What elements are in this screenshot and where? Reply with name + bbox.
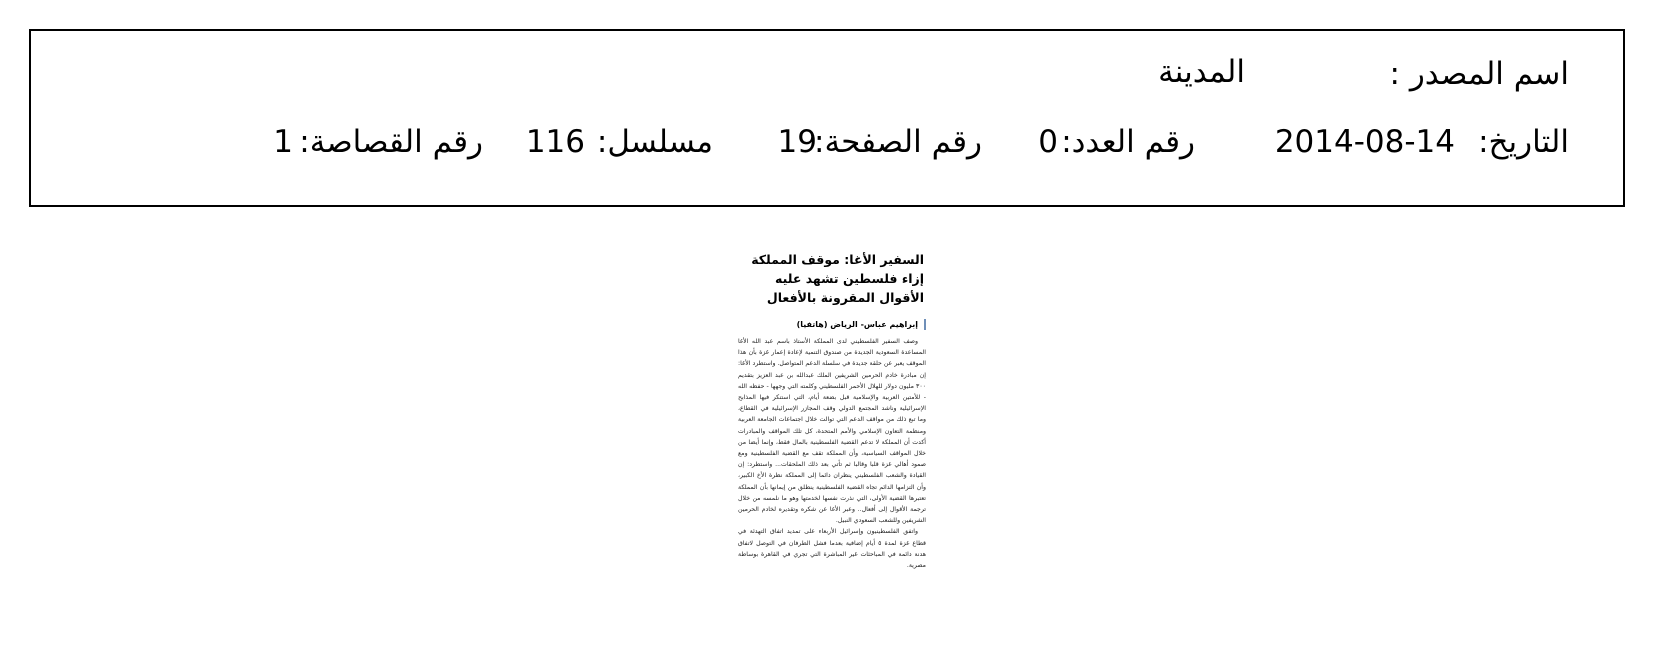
page-value: 19 [777,124,817,160]
body-paragraph: واتفق الفلسطينيون وإسرائيل الأربعاء على تمديد اتفاق التهدئة في قطاع غزة لمدة ٥ أيام إضافية بعدما فشل الطرفان في التوصل لاتفاق هدنة دائمة في المباحثات غير المباشرة التي تجري في القاهرة بوساطة مصرية. [738,528,926,570]
serial-label: مسلسل: [596,124,713,160]
source-value: المدينة [1158,54,1245,90]
date-value: 2014-08-14 [1274,124,1455,160]
clipping-byline: إبراهيم عباس- الرياض (هاتفيا) [738,319,926,330]
page-label: رقم الصفحة: [814,124,982,160]
serial-value: 116 [525,124,585,160]
date-label: التاريخ: [1478,124,1569,160]
headline-line: السفير الأغا: موقف المملكة [751,252,924,267]
issue-label: رقم العدد: [1061,124,1195,160]
clipping-body [738,336,926,571]
clip-value: 1 [273,124,293,160]
headline-line: إزاء فلسطين تشهد عليه [775,271,924,286]
newspaper-clipping [738,250,926,642]
issue-value: 0 [1038,124,1058,160]
body-paragraph: وصف السفير الفلسطيني لدى المملكة الأستاذ باسم عبد الله الأغا المساعدة السعودية الجديدة من صندوق التنمية لإعادة إعمار غزة بأن هذا الموقف يعبر عن حلقة جديدة في سلسلة الدعم المتواصل. واستطرد الأغا: إن مبادرة خادم الحرمين الشريفين الملك عبدالله بن عبد العزيز بتقديم ٣٠٠ مليون دولار للهلال الأحمر الفلسطيني وكلمته التي وجهها - حفظه الله - للأمتين العربية والإسلامية قبل بضعة أيام، التي استنكر فيها المذابح الإسرائيلية وناشد المجتمع الدولي وقف المجازر الإسرائيلية في القطاع، وما تبع ذلك من مواقف الدعم التي توالت خلال اجتماعات الجامعة العربية ومنظمة التعاون الإسلامي والأمم المتحدة، كل تلك المواقف والمبادرات أكدت أن المملكة لا تدعم القضية الفلسطينية بالمال فقط، وإنما أيضا من خلال المواقف السياسية، وأن المملكة تقف مع القضية الفلسطينية ومع صمود أهالي غزة قلبا وقالبا ثم تأتي بعد ذلك الملحقات... واستطرد: إن القيادة والشعب الفلسطيني ينظران دائما إلى المملكة نظرة الأخ الكبير، وأن التزامها الدائم تجاه القضية الفلسطينية ينطلق من إيمانها بأن المملكة تعتبرها القضية الأولى، التي نذرت نفسها لخدمتها وهو ما نلمسه من خلال ترجمة الأقوال إلى أفعال.. وعبر الأغا عن شكره وتقديره لخادم الحرمين الشريفين وللشعب السعودي النبيل. [738,338,926,525]
metadata-header-box [29,29,1625,207]
clipping-headline [738,250,926,307]
source-label: اسم المصدر : [1389,56,1569,92]
clip-label: رقم القصاصة: [299,124,483,160]
headline-line: الأقوال المقرونة بالأفعال [766,290,924,305]
